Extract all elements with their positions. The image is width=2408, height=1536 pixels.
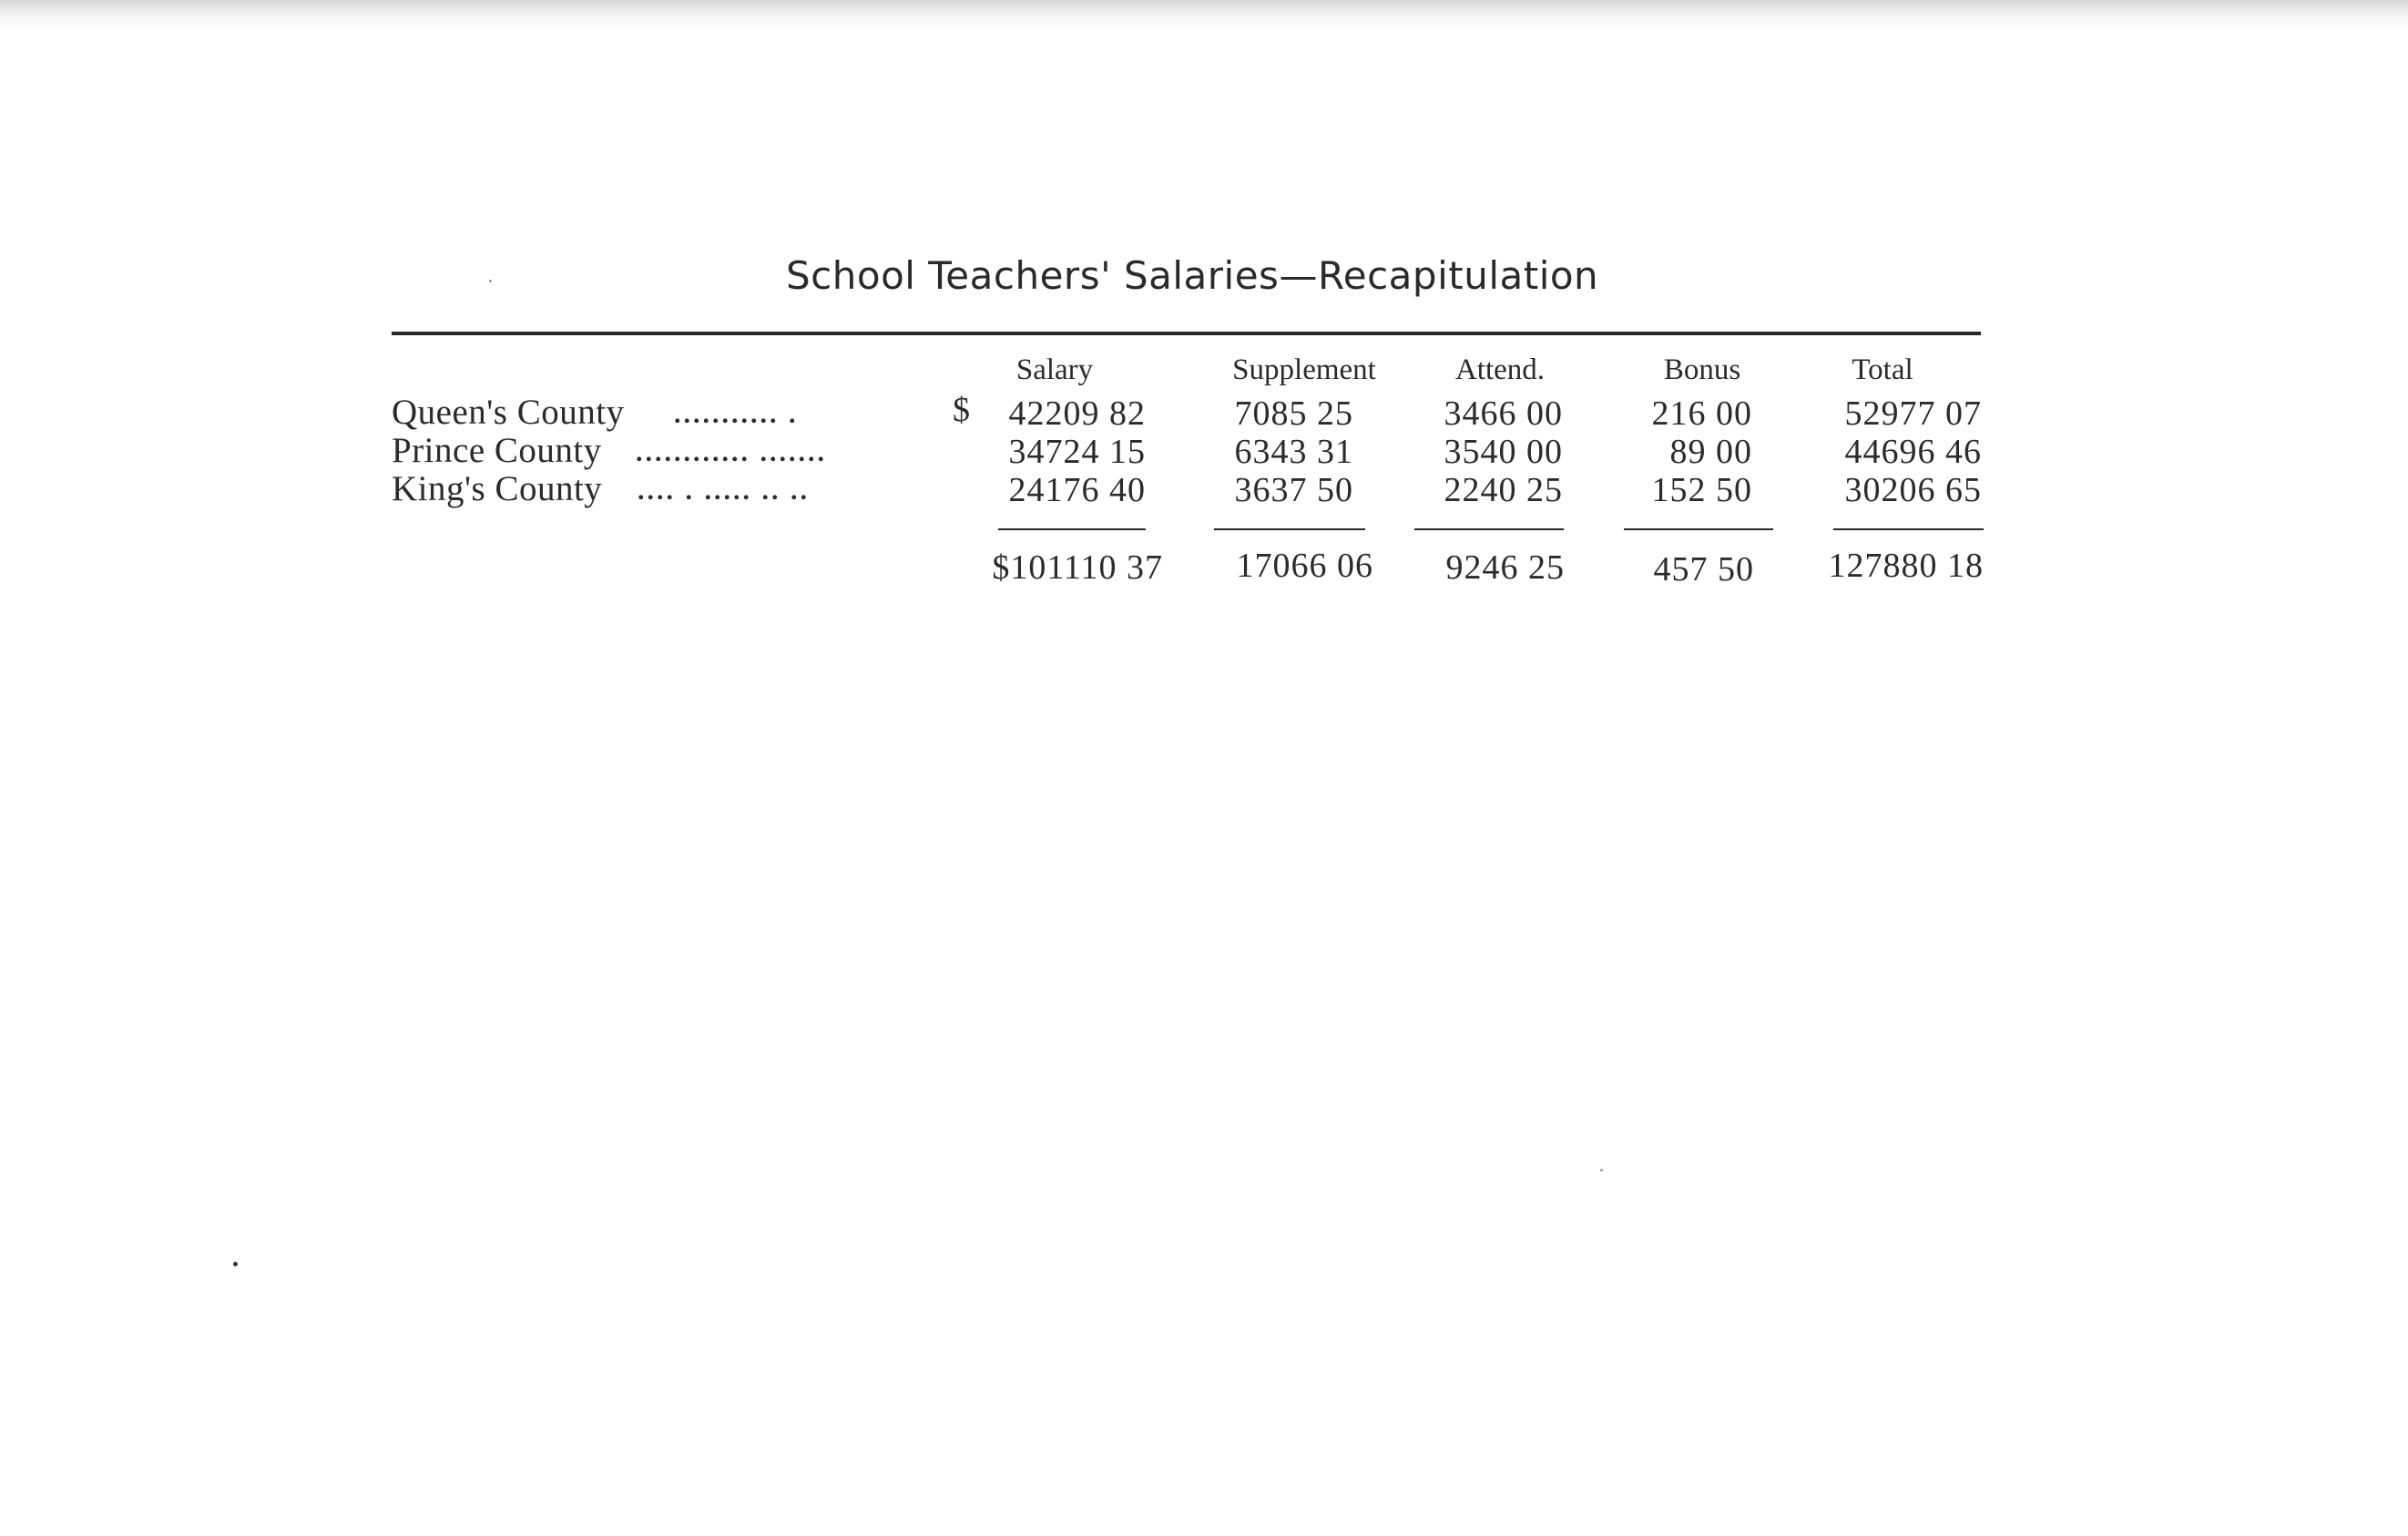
dollar-sign: $	[953, 391, 970, 429]
cell-bonus: 216 00	[1651, 394, 1752, 433]
total-salary: $101110 37	[992, 548, 1163, 587]
leader-dots: ........... .	[674, 399, 799, 429]
cell-total: 44696 46	[1844, 433, 1982, 471]
title-rule	[392, 332, 1981, 335]
cell-salary: 24176 40	[1008, 471, 1146, 509]
total-total: 127880 18	[1828, 547, 1984, 585]
sum-rule-bonus	[1624, 528, 1773, 530]
cell-supplement: 3637 50	[1234, 471, 1353, 509]
row-label-prince: Prince County	[392, 431, 602, 470]
header-total: Total	[1852, 353, 1913, 386]
cell-attend: 3540 00	[1444, 433, 1563, 471]
leader-dots: ............ .......	[636, 437, 827, 467]
scan-speck	[233, 1262, 238, 1266]
scan-speck	[489, 280, 492, 282]
cell-attend: 2240 25	[1444, 471, 1563, 509]
header-supplement: Supplement	[1232, 353, 1376, 386]
sum-rule-supplement	[1214, 528, 1365, 530]
sum-rule-attend	[1414, 528, 1564, 530]
cell-attend: 3466 00	[1444, 394, 1563, 433]
header-bonus: Bonus	[1663, 353, 1741, 386]
total-supplement: 17066 06	[1236, 547, 1373, 585]
sum-rule-total	[1833, 528, 1984, 530]
page-title: School Teachers' Salaries—Recapitulation	[786, 253, 1599, 298]
cell-supplement: 6343 31	[1234, 433, 1353, 471]
row-label-queens: Queen's County	[392, 393, 625, 432]
sum-rule-salary	[998, 528, 1146, 530]
cell-salary: 34724 15	[1008, 433, 1146, 471]
cell-total: 52977 07	[1844, 394, 1982, 433]
scan-speck	[1600, 1169, 1603, 1172]
cell-total: 30206 65	[1844, 471, 1982, 509]
header-attend: Attend.	[1454, 353, 1546, 386]
total-bonus: 457 50	[1653, 550, 1754, 589]
cell-supplement: 7085 25	[1234, 394, 1353, 433]
header-salary: Salary	[1015, 353, 1094, 386]
cell-salary: 42209 82	[1008, 394, 1146, 433]
total-attend: 9246 25	[1445, 548, 1565, 587]
cell-bonus: 152 50	[1651, 471, 1752, 509]
page-edge-shadow	[0, 0, 2408, 27]
row-label-kings: King's County	[392, 469, 603, 508]
leader-dots: .... . ..... .. ..	[638, 476, 810, 506]
cell-bonus: 89 00	[1669, 433, 1752, 471]
